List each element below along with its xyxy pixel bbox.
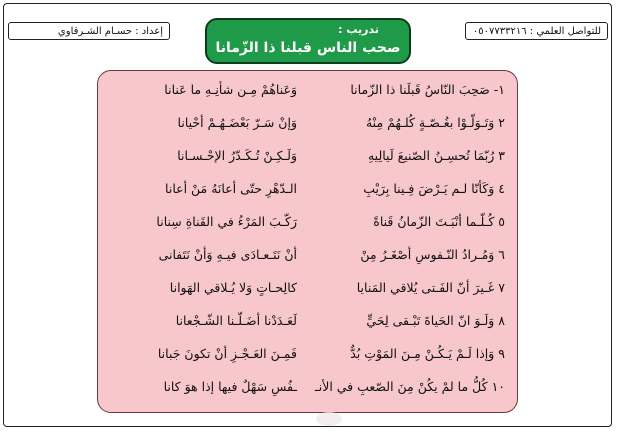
verse-second-hemistich: أنْ نَتَـعـادَى فيـهِ وَأنْ نَتَفانى xyxy=(158,247,297,262)
verse-row xyxy=(98,178,517,200)
verse-first-hemistich: ٢ وَتَـوَلّـوْا بغُـصّـةٍ كُلـهُمْ مِنْهُ xyxy=(365,115,505,130)
verse-first-hemistich: ٣ رُبّمَا تُحسِـنُ الصّنيعَ لَيالِيهِ xyxy=(367,148,505,163)
verse-first-hemistich: ٥ كُـلّـما أنْبَـتَ الزّمانُ قَناةً xyxy=(373,214,505,229)
verse-row xyxy=(98,376,517,398)
verse-row xyxy=(98,343,517,365)
verse-second-hemistich: لَعَـدَدْنا أضَـلّـنا الشّـجْعانا xyxy=(175,313,297,328)
verse-second-hemistich: وَعَناهُمْ مِـن شأنِـهِ ما عَنانا xyxy=(164,82,297,97)
verse-first-hemistich: ٨ وَلَـوَ انّ الحَياةَ تَبْـقى لِحَيٍّ xyxy=(366,313,505,328)
watermark-mark xyxy=(316,412,342,426)
verse-first-hemistich: ١٠ كُلُّ ما لمْ يكُنْ مِنَ الصّعبِ في الأنـ xyxy=(315,379,505,394)
author-text: إعداد : حسـام الشـرقاوي xyxy=(57,26,163,37)
verse-first-hemistich: ٦ وَمُـرادُ النّـفوسِ أصْغَـرُ مِنْ xyxy=(360,247,505,262)
poem-title: صحب الناس قبلنا ذا الزّمانا xyxy=(215,40,401,56)
contact-box xyxy=(465,22,608,40)
verse-row xyxy=(98,310,517,332)
verse-row xyxy=(98,211,517,233)
exercise-label: تدريب : xyxy=(338,23,379,36)
verse-row xyxy=(98,277,517,299)
verse-row xyxy=(98,79,517,101)
verse-first-hemistich: ٩ وَإذا لَـمْ يَـكُـنْ مِـنَ المَوْتِ بُدٌّ xyxy=(350,346,505,361)
verse-first-hemistich: ١- صَحِبَ النّاسُ قَبلَنا ذا الزّمانا xyxy=(350,82,505,97)
verse-second-hemistich: وَلَـكِـنْ تُـكَـدّرُ الإحْـسـانا xyxy=(177,148,297,163)
verse-first-hemistich: ٤ وَكَأنّا لـم يَـرْضَ فِـينا بِرَيْبِ xyxy=(363,181,505,196)
poem-panel xyxy=(97,70,518,413)
author-box xyxy=(8,22,170,40)
verse-second-hemistich: فَمِـنَ العَـجْـزِ أنْ تكونَ جَبانا xyxy=(157,346,297,361)
verse-first-hemistich: ٧ غَـيرَ أنّ الفَـتى يُلاقي المَنايا xyxy=(356,280,505,295)
title-banner xyxy=(205,18,411,64)
verse-second-hemistich: ـفُسِ سَهْلٌ فيها إذا هوَ كانا xyxy=(163,379,297,394)
verse-row xyxy=(98,145,517,167)
contact-text: للتواصل العلمي : ٠٥٠٧٧٣٣٢١٦ xyxy=(472,26,601,37)
verse-second-hemistich: كالِحـاتٍ وَلا يُـلاقي الهَوانا xyxy=(169,280,297,295)
verse-second-hemistich: الـدّهْرِ حتّى أعانَهُ مَنْ أعانا xyxy=(165,181,297,196)
verse-second-hemistich: رَكّـبَ المَرْءُ في القَناةِ سِنانا xyxy=(156,214,297,229)
verse-row xyxy=(98,112,517,134)
verse-second-hemistich: وَإنْ سَـرّ بَعْضَـهُـمْ أحْيانا xyxy=(177,115,297,130)
verse-row xyxy=(98,244,517,266)
